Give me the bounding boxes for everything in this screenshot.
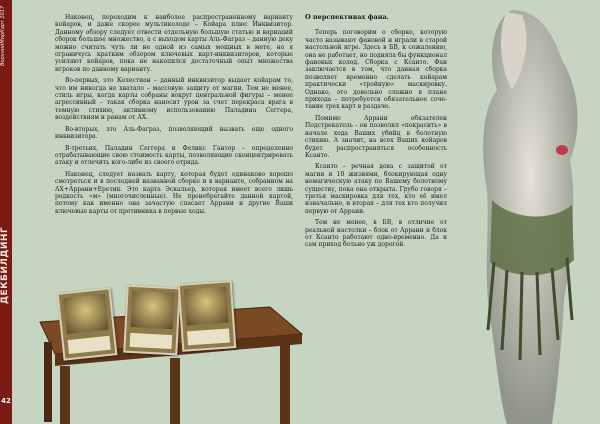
paragraph: Наконец, следует назвать карту, которая будет одинаково хорошо смотреться и в последней названной сборке и в варианте, собранном на АХ+Аррани+Еретик. Это карта Эскальер, которая имеет всего лишь редкость «м» (многочисленные). Не пренебрегайте данной картой, потому как именно она зачастую спасает Аррани и другие Ваши ключевые карты от противника в первые ходы. xyxy=(55,170,293,215)
section-heading: О перспективах фана. xyxy=(305,13,389,21)
paragraph: Во-вторых, это Аль-Фаграз, позволяющий вызвать еще одного инквизитора. xyxy=(55,125,293,141)
game-card xyxy=(123,285,180,356)
sidebar xyxy=(0,0,12,424)
section-title: ДЕКБИЛДИНГ xyxy=(0,226,10,304)
wooden-table-with-cards xyxy=(20,282,305,424)
page-number: 42 xyxy=(1,397,11,405)
paragraph: Во-первых, это Келестиан – данный инквизитор выдает койарам то, что им никогда не хватало – массовую защиту от магии. Тем не менее, стиль игры, когда карты собраны вокруг центральной фигуры – менее агрессивный – такая сборка наносит урон за счет перекраса врага в темную стихию, активному использованию Паладина Сеггера, воздействиям и ранам от АХ. xyxy=(55,77,293,122)
paragraph: Тем не менее, в БВ, в отличие от реальной настолки – блок от Аррани и блок от Ксанто работают одно-временно. Да и сам приход больно уж дорогой. xyxy=(305,219,447,249)
paragraph: Ксанто – речная дева с защитой от магии и 10 жизнями, блокирующая одну немагическую атаку по Вашему болотному существу, пока она открыта. Грубо говоря – третья маскировка для тех, кто её имел изначально, и вторая – для тех кто получил первую от Аррани. xyxy=(305,163,447,215)
article-column-1 xyxy=(55,14,293,219)
river-maiden-illustration xyxy=(452,0,600,424)
game-card xyxy=(178,280,237,352)
brand-label: ВерхнийМирКарт 2017 xyxy=(0,6,6,67)
paragraph: Помимо Аррани обязателен Подстрекатель - он позволял «покрасить» в начале хода Ваших убийц в болотную стихию. А значит, на всех Ваших койаров будет распространяться особенность Ксанто. xyxy=(305,114,447,159)
article-column-2 xyxy=(305,14,447,253)
paragraph: Теперь поговорим о сборке, которую часто называют фановой и играли в старой настольной игре. Здесь в БВ, к сожалению, она не работает, но подняла бы функционал фановых колод. Сборка с Ксанто. Фан заключается в том, что данная сборка позволяет временно сделать койарам практически «тройную» маскировку. Однако, это довольно сложно в плане прихода – потребуется обязательное соче-тание трех карт в раздаче. xyxy=(305,29,447,111)
paragraph: Наконец, переходим к наиболее распространенному варианту койаров, и даже скорее мультиколоде – Койара плюс Инквизитор. Данному обзору следует отвести отдельную большую статью и вариаций сборок большое множество, а с выходом карты Аль-Фаграз – данную деку можно считать чуть ли не одной из самых мощных в мете, но я ограничусь кратким обзором ключевых карт-инквизиторов, которые усиляют койаров, пока не накопился достаточный опыт множества игроков по данному варианту. xyxy=(55,14,293,73)
paragraph: В-третьих, Паладин Сеггера и Феликс Гантор – определенно отрабатывающие свою стоимость карты, позволяющие сконцентрировать атаку и отлечить кого-либо из своего отряда. xyxy=(55,144,293,167)
game-card xyxy=(57,287,118,360)
